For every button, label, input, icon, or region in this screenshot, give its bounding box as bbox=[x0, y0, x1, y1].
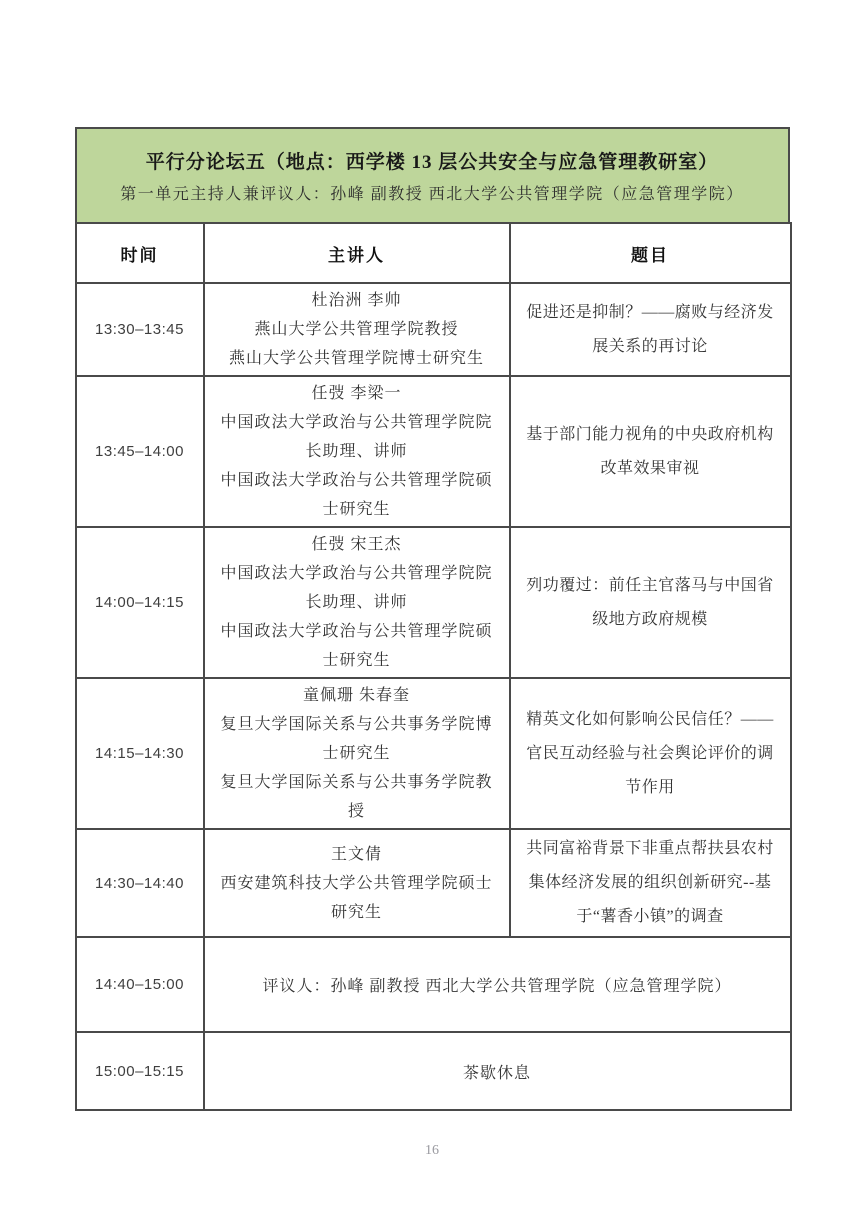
speaker-names: 任弢 宋王杰 bbox=[311, 536, 402, 553]
session-row bbox=[76, 283, 791, 376]
speaker-cell bbox=[204, 678, 510, 829]
session-topic: 精英文化如何影响公民信任？——官民互动经验与社会舆论评价的调节作用 bbox=[510, 678, 791, 829]
session-row bbox=[76, 678, 791, 829]
col-header-speaker: 主讲人 bbox=[204, 223, 510, 283]
speaker-names: 王文倩 bbox=[330, 845, 382, 863]
speaker-affiliation: 中国政法大学政治与公共管理学院院长助理、讲师 bbox=[220, 414, 493, 460]
speaker-affiliation: 复旦大学国际关系与公共事务学院博士研究生 bbox=[220, 716, 493, 762]
break-cell: 茶歇休息 bbox=[204, 1032, 791, 1110]
session-topic: 基于部门能力视角的中央政府机构改革效果审视 bbox=[510, 376, 791, 527]
schedule-table bbox=[75, 222, 792, 1111]
session-time: 13:30–13:45 bbox=[76, 283, 204, 376]
session-row bbox=[76, 829, 791, 937]
speaker-affiliation: 燕山大学公共管理学院教授 bbox=[254, 321, 459, 338]
speaker-affiliation: 复旦大学国际关系与公共事务学院教授 bbox=[220, 774, 493, 820]
session-time: 13:45–14:00 bbox=[76, 376, 204, 527]
break-row bbox=[76, 1032, 791, 1110]
forum-title: 平行分论坛五（地点：西学楼 13 层公共安全与应急管理教研室） bbox=[145, 152, 719, 173]
speaker-affiliation: 燕山大学公共管理学院博士研究生 bbox=[228, 350, 484, 367]
speaker-cell bbox=[204, 283, 510, 376]
speaker-affiliation: 中国政法大学政治与公共管理学院院长助理、讲师 bbox=[220, 565, 493, 611]
session-time: 14:00–14:15 bbox=[76, 527, 204, 678]
col-header-topic: 题目 bbox=[510, 223, 791, 283]
session-time: 14:40–15:00 bbox=[76, 937, 204, 1032]
session-time: 14:15–14:30 bbox=[76, 678, 204, 829]
speaker-names: 任弢 李梁一 bbox=[311, 385, 402, 402]
speaker-cell bbox=[204, 829, 510, 937]
speaker-cell bbox=[204, 527, 510, 678]
discussant-cell: 评议人：孙峰 副教授 西北大学公共管理学院（应急管理学院） bbox=[204, 937, 791, 1032]
discussant-row bbox=[76, 937, 791, 1032]
col-header-time: 时间 bbox=[76, 223, 204, 283]
session-row bbox=[76, 527, 791, 678]
program-sheet bbox=[75, 127, 790, 1111]
session-time: 15:00–15:15 bbox=[76, 1032, 204, 1110]
session-topic: 共同富裕背景下非重点帮扶县农村集体经济发展的组织创新研究--基于“薯香小镇”的调查 bbox=[510, 829, 791, 937]
page-number: 16 bbox=[425, 1143, 439, 1158]
session-topic: 列功覆过：前任主官落马与中国省级地方政府规模 bbox=[510, 527, 791, 678]
forum-subtitle: 第一单元主持人兼评议人：孙峰 副教授 西北大学公共管理学院（应急管理学院） bbox=[120, 186, 744, 203]
speaker-affiliation: 西安建筑科技大学公共管理学院硕士研究生 bbox=[220, 874, 493, 921]
speaker-names: 杜治洲 李帅 bbox=[311, 292, 402, 309]
speaker-affiliation: 中国政法大学政治与公共管理学院硕士研究生 bbox=[220, 472, 493, 518]
table-header-row bbox=[76, 223, 791, 283]
forum-header bbox=[75, 127, 790, 222]
speaker-affiliation: 中国政法大学政治与公共管理学院硕士研究生 bbox=[220, 623, 493, 669]
session-time: 14:30–14:40 bbox=[76, 829, 204, 937]
speaker-names: 童佩珊 朱春奎 bbox=[302, 687, 410, 704]
session-row bbox=[76, 376, 791, 527]
speaker-cell bbox=[204, 376, 510, 527]
session-topic: 促进还是抑制？——腐败与经济发展关系的再讨论 bbox=[510, 283, 791, 376]
